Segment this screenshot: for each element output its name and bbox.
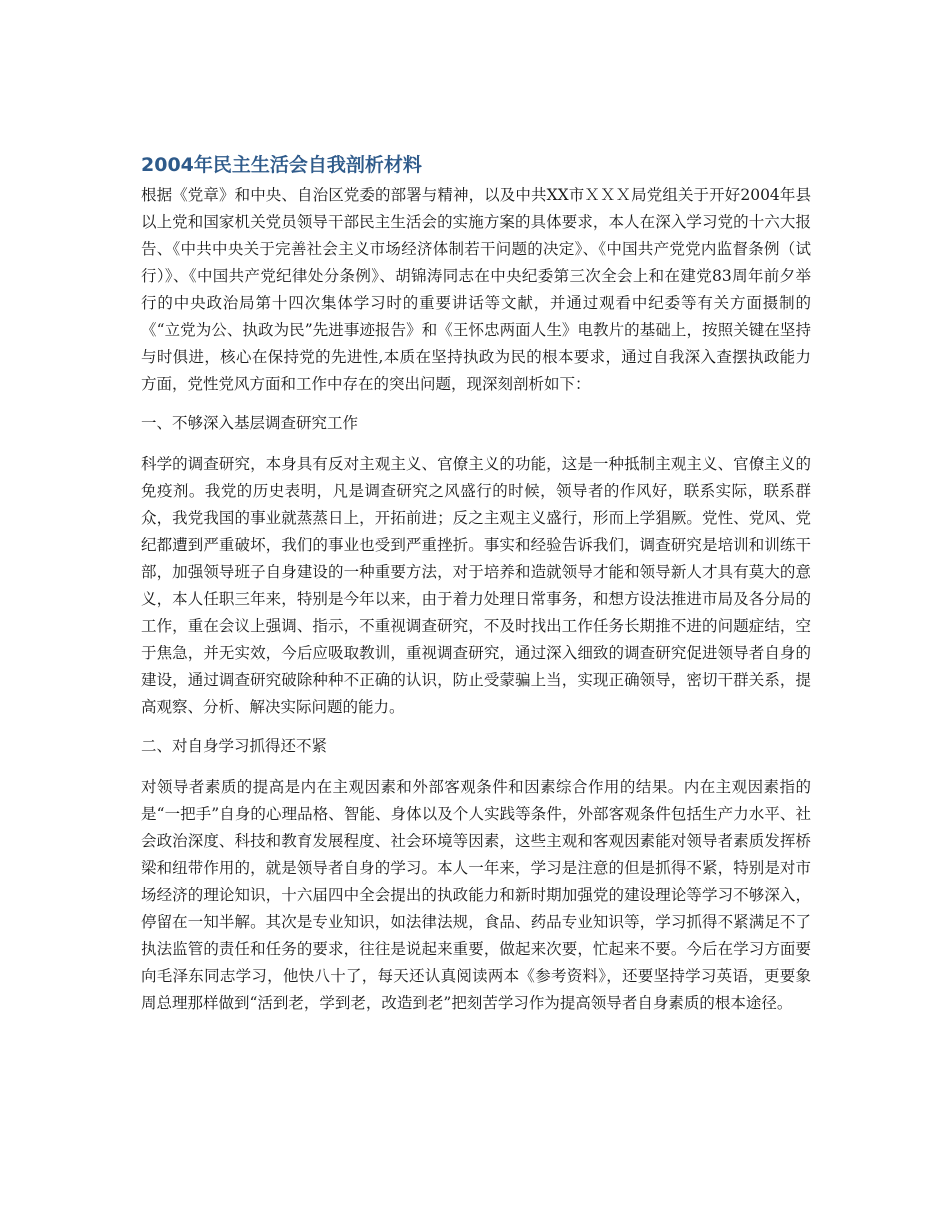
- intro-paragraph: 根据《党章》和中央、自治区党委的部署与精神，以及中共XX市ＸＸＸ局党组关于开好2004年县以上党和国家机关党员领导干部民主生活会的实施方案的具体要求，本人在深入学习党的十六大报告、《中共中央关于完善社会主义市场经济体制若干问题的决定》、《中国共产党党内监督条例（试行）》、《中国共产党纪律处分条例》、胡锦涛同志在中央纪委第三次全会上和在建党83周年前夕举行的中央政治局第十四次集体学习时的重要讲话等文献，并通过观看中纪委等有关方面摄制的《“立党为公、执政为民”先进事迹报告》和《王怀忠两面人生》电教片的基础上，按照关键在坚持与时俱进，核心在保持党的先进性,本质在坚持执政为民的根本要求，通过自我深入查摆执政能力方面，党性党风方面和工作中存在的突出问题，现深刻剖析如下：: [141, 186, 811, 393]
- section-body-2: 对领导者素质的提高是内在主观因素和外部客观条件和因素综合作用的结果。内在主观因素指的是“一把手”自身的心理品格、智能、身体以及个人实践等条件，外部客观条件包括生产力水平、社会政治深度、科技和教育发展程度、社会环境等因素，这些主观和客观因素能对领导者素质发挥桥梁和纽带作用的，就是领导者自身的学习。本人一年来，学习是注意的但是抓得不紧，特别是对市场经济的理论知识，十六届四中全会提出的执政能力和新时期加强党的建设理论等学习不够深入，停留在一知半解。其次是专业知识，如法律法规，食品、药品专业知识等，学习抓得不紧满足不了执法监管的责任和任务的要求，往往是说起来重要，做起来次要，忙起来不要。今后在学习方面要向毛泽东同志学习，他快八十了，每天还认真阅读两本《参考资料》，还要坚持学习英语，更要象周总理那样做到“活到老，学到老，改造到老”把刻苦学习作为提高领导者自身素质的根本途径。: [141, 778, 811, 1012]
- section-body-1: 科学的调查研究，本身具有反对主观主义、官僚主义的功能，这是一种抵制主观主义、官僚主义的免疫剂。我党的历史表明，凡是调查研究之风盛行的时候，领导者的作风好，联系实际，联系群众，我党我国的事业就蒸蒸日上，开拓前进；反之主观主义盛行，形而上学猖厥。党性、党风、党纪都遭到严重破坏，我们的事业也受到严重挫折。事实和经验告诉我们，调查研究是培训和训练干部，加强领导班子自身建设的一种重要方法，对于培养和造就领导才能和领导新人才具有莫大的意义，本人任职三年来，特别是今年以来，由于着力处理日常事务，和想方设法推进市局及各分局的工作，重在会议上强调、指示，不重视调查研究，不及时找出工作任务长期推不进的问题症结，空于焦急，并无实效，今后应吸取教训，重视调查研究，通过深入细致的调查研究促进领导者自身的建设，通过调查研究破除种种不正确的认识，防止受蒙骗上当，实现正确领导，密切干群关系，提高观察、分析、解决实际问题的能力。: [141, 455, 811, 716]
- section-heading-1: 一、不够深入基层调查研究工作: [141, 414, 359, 432]
- document-page: [141, 150, 811, 1017]
- document-title: 2004年民主生活会自我剖析材料: [141, 154, 422, 176]
- section-heading-2: 二、对自身学习抓得还不紧: [141, 737, 328, 755]
